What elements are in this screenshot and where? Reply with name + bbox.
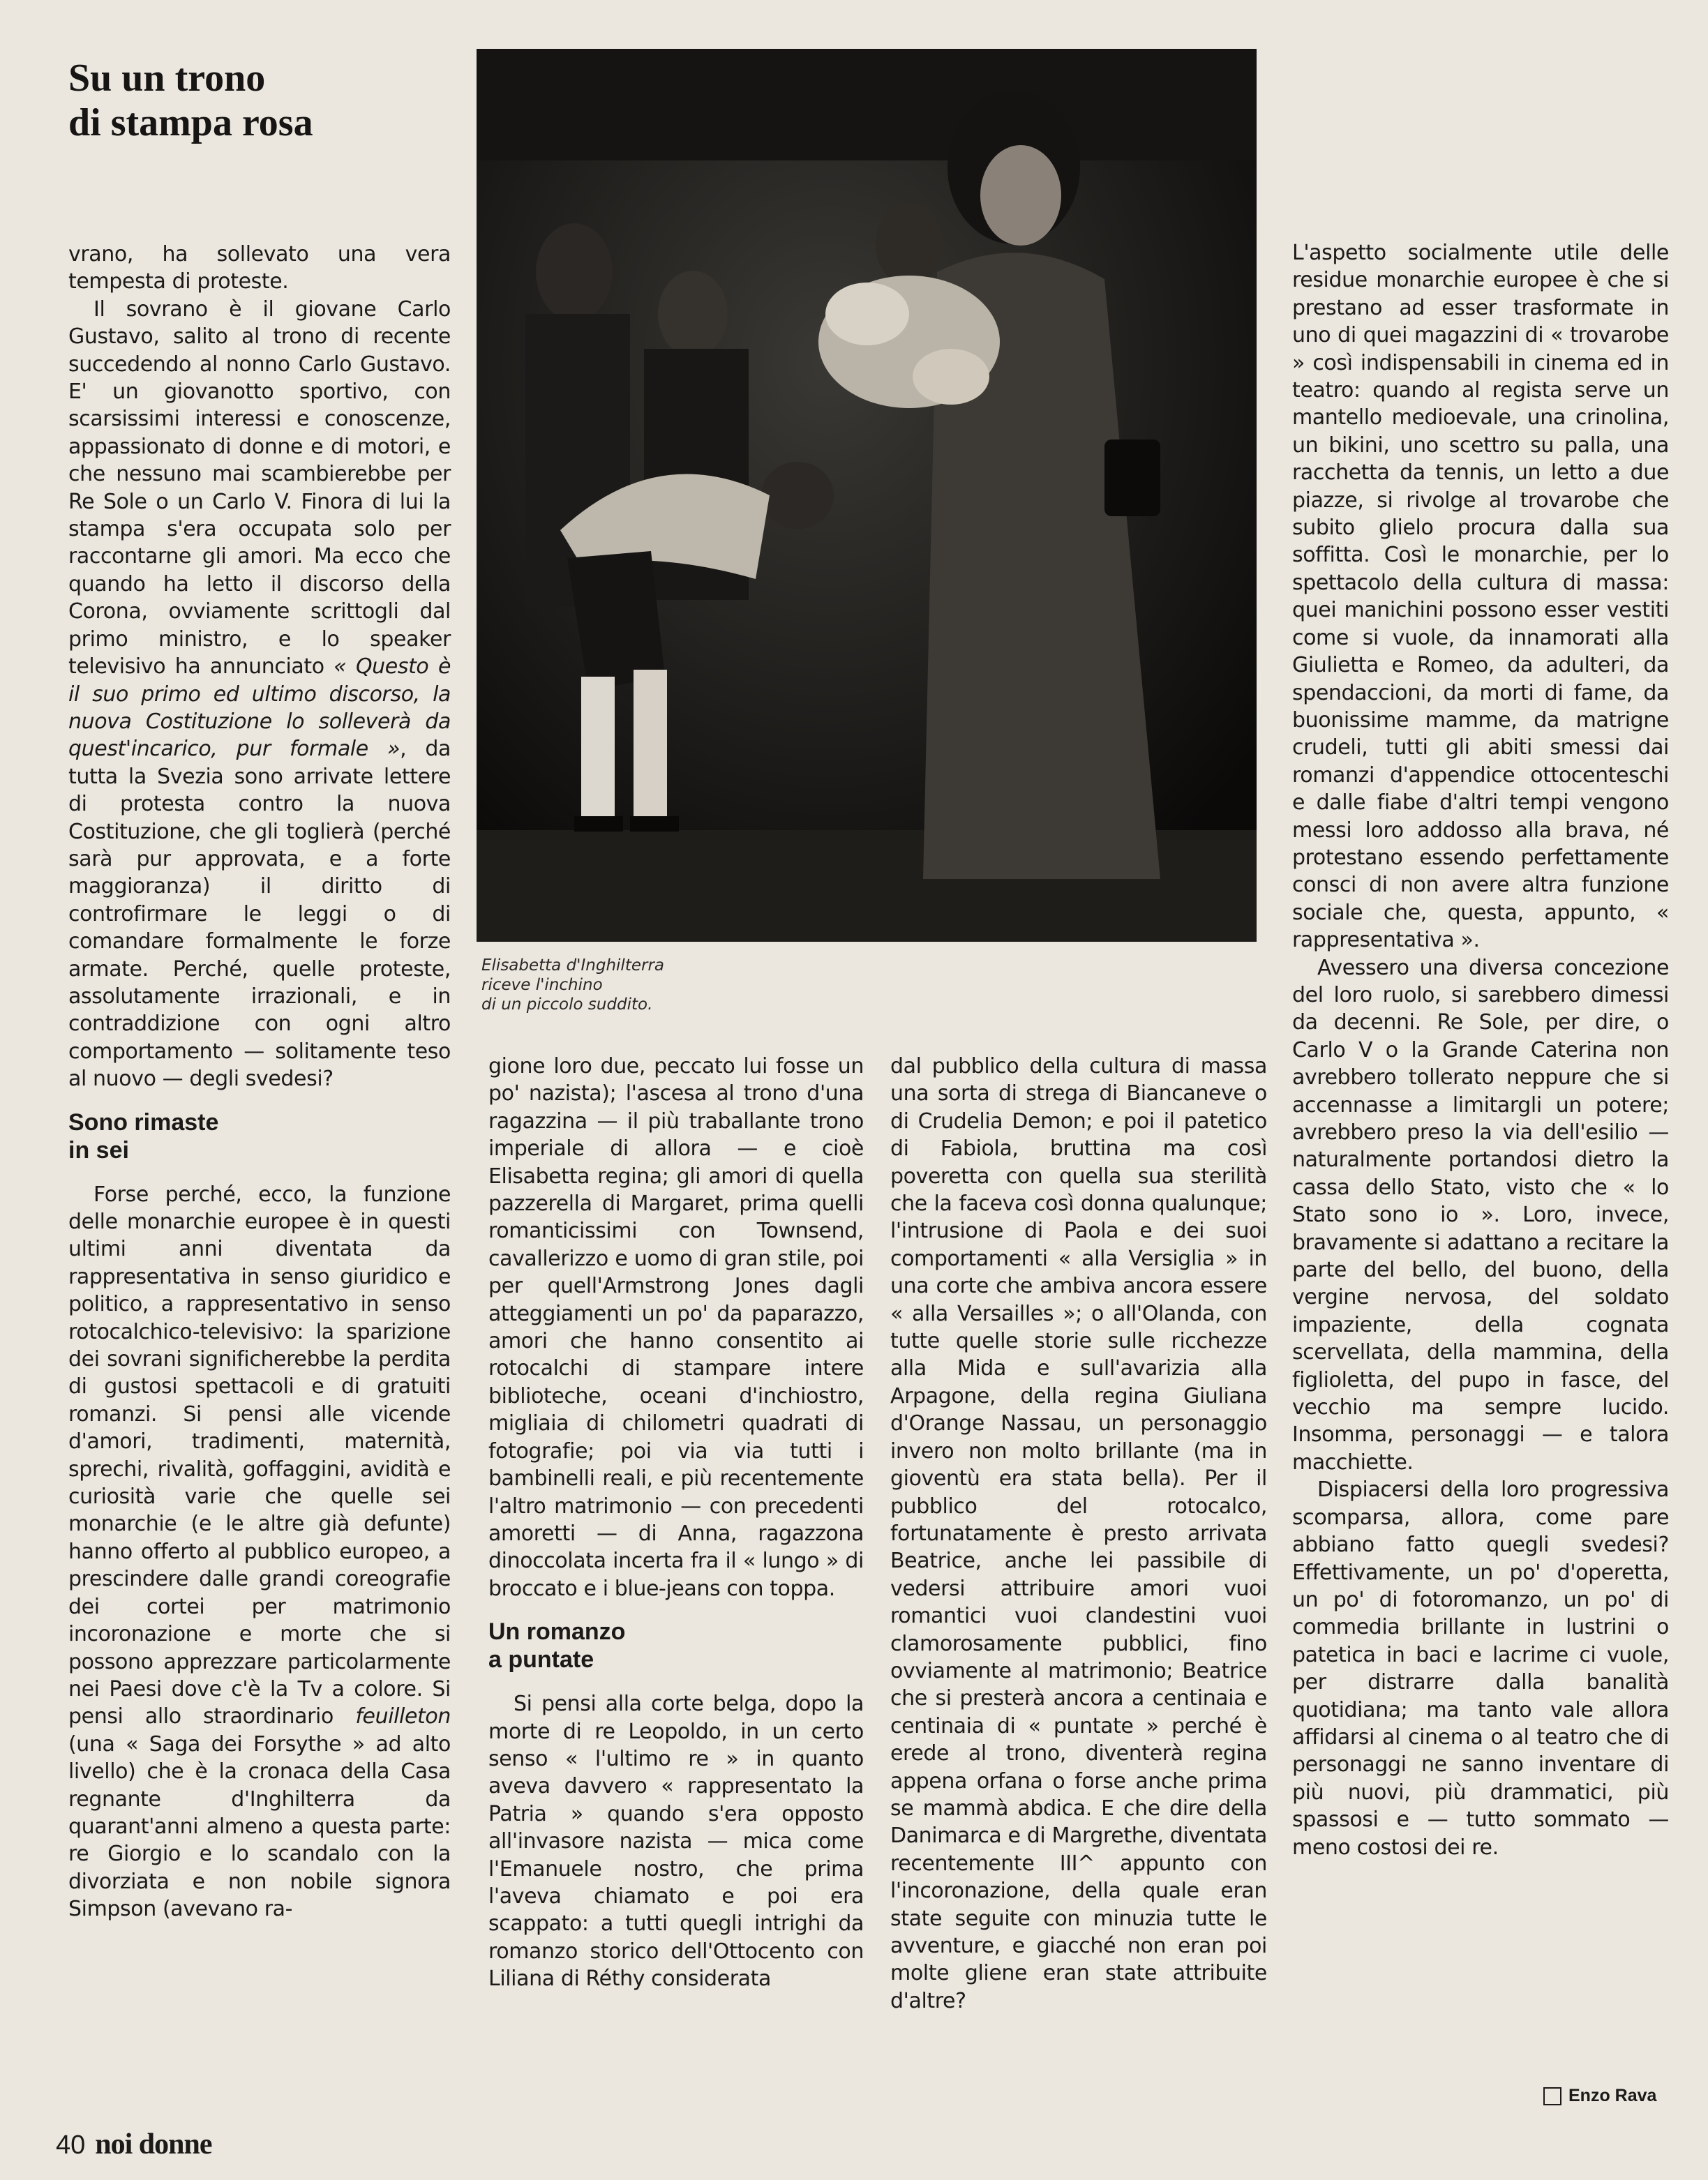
paragraph: L'aspetto socialmente utile delle residue monarchie europee è che si prestano ad esser trasformate in uno di quei magazzini di « trovarobe » così indispensabili in cinema ed in teatro: quando al regista serve un mantello medioevale, una crinolina, un bikini, uno scettro su palla, una racchetta da tennis, un letto a due piazze, si rivolge al trovarobe che subito glielo procura dalla sua soffitta. Così le monarchie, per lo spettacolo della cultura di massa: quei manichini possono esser vestiti come si vuole, da innamorati alla Giulietta e Romeo, da adulteri, da spendaccioni, da morti di fame, da buonissime mamme, da matrigne crudeli, tutti gli abiti smessi dai romanzi d'appendice ottocenteschi e dalle fiabe d'altri tempi vengono messi loro addosso alla brava, né protestano essendo perfettamente consci di non avere altra funzione sociale che, questa, appunto, « rappresentativa ». [1292,241,1669,953]
magazine-name: noi donne [95,2128,212,2160]
paragraph: Avessero una diversa concezione del loro ruolo, si sarebbero dimessi da decenni. Re Sole, per dire, o Carlo V o la Grande Caterina non avrebbero tollerato neppure che si accennasse a limitargli un potere; avrebbero preso la via dell'esilio — naturalmente portandosi dietro la cassa dello Stato, visto che « lo Stato sono io ». Loro, invece, bravamente si adattano a recitare la parte del bello, del buono, della vergine nervosa, del soldato impaziente, della cognata scervellata, della mammina, della figlioletta, del pupo in fasce, del vecchio ma sempre lucido. Insomma, personaggi — e talora macchiette. [1292,955,1669,1475]
paragraph-text: (una « Saga dei Forsythe » ad alto livello) che è la cronaca della Casa regnante d'Inghilterra da quarant'anni almeno a questa parte: re Giorgio e lo scandalo con la divorziata e non nobile signora Simpson (avevano ra- [68,1731,451,1922]
photo-caption [481,956,872,1014]
article-title [68,56,459,145]
subheading-line: a puntate [488,1646,594,1674]
text-column-4 [1292,239,1669,1861]
subheading-line: Sono rimaste [68,1108,219,1136]
paragraph-text: Il sovrano è il giovane Carlo Gustavo, salito al trono di recente succedendo al nonno Carlo Gustavo. E' un giovanotto sportivo, con scarsissimi interessi e conoscenze, appassionato di donne e di motori, e che nessuno mai scambierebbe per Re Sole o un Carlo V. Finora di lui la stampa s'era occupata solo per raccontarne gli amori. Ma ecco che quando ha letto il discorso della Corona, ovviamente scrittogli dal primo ministro, e lo speaker televisivo ha annunciato [68,296,451,679]
paragraph: vrano, ha sollevato una vera tempesta di proteste. [68,242,451,294]
text-column-1 [68,241,451,1923]
subheading-line: Un romanzo [488,1618,626,1646]
page-number: 40 [56,2130,86,2160]
emphasis: feuilleton [355,1704,451,1729]
author-name: Enzo Rava [1568,2086,1657,2105]
text-column-3 [890,1053,1267,2015]
subheading [488,1618,864,1674]
author-byline [1543,2086,1656,2106]
paragraph: dal pubblico della cultura di massa una sorta di strega di Biancaneve o di Crudelia Demon; e poi il patetico di Fabiola, bruttina ma così poveretta con quella sua sterilità che la faceva così donna qualunque; l'intrusione di Paola e dei suoi comportamenti « alla Versiglia » in una corte che ambiva ancora essere « alla Versailles »; o all'Olanda, con tutte quelle storie sulle ricchezze alla Mida e sull'avarizia alla Arpagone, della regina Giuliana d'Orange Nassau, un personaggio invero non molto brillante (ma in gioventù era stata bella). Per il pubblico del rotocalco, fortunatamente è presto arrivata Beatrice, anche lei passibile di vedersi attribuire amori vuoi romantici vuoi clandestini vuoi clamorosamente pubblici, fino ovviamente al matrimonio; Beatrice che si presterà ancora a centinaia e centinaia di « puntate » perché è erede al trono, diventerà regina appena orfana o forse anche prima se mammà abdica. E che dire della Danimarca e di Margrethe, diventata recentemente III^ appunto con l'incoronazione, della quale eran state seguite con minuzia tutte le avventure, e giacché non eran poi molte gliene eran state attribuite d'altre? [890,1054,1267,2013]
title-line-1: Su un trono [68,57,266,100]
subheading [68,1108,451,1164]
byline-box-icon [1543,2087,1561,2105]
subheading-line: in sei [68,1136,129,1164]
paragraph: Dispiacersi della loro progressiva scomparsa, allora, come pare abbiano fatto quegli svedesi? Effettivamente, un po' d'operetta, un po' di fotoromanzo, un po' di commedia brillante in lustrini o patetica in baci e lacrime ci vuole, per distrarre dalla banalità quotidiana; ma tanto vale allora affidarsi al cinema o al teatro che di personaggi ne sanno inventare di più nuovi, più drammatici, più spassosi e — tutto sommato — meno costosi dei re. [1292,1478,1669,1860]
paragraph-text: Forse perché, ecco, la funzione delle monarchie europee è in questi ultimi anni diventata da rappresentativa in senso giuridico e politico, a rappresentativo in senso rotocalchico-televisivo: la sparizione dei sovrani significherebbe la perdita di gustosi spettacoli e di gratuiti romanzi. Si pensi alle vicende d'amori, tradimenti, maternità, sprechi, rivalità, goffaggini, avidità e curiosità varie che quelle sei monarchie (e le altre già defunte) hanno offerto al pubblico europeo, a prescindere dalle grandi coreografie dei cortei per matrimonio incoronazione e morte che si possono apprezzare particolarmente nei Paesi dove c'è la Tv a colore. Si pensi allo straordinario [68,1182,451,1729]
paragraph: gione loro due, peccato lui fosse un po' nazista); l'ascesa al trono d'una ragazzina — il più traballante trono imperiale di allora — e cioè Elisabetta regina; gli amori di quella pazzerella di Margaret, prima quelli romanticissimi con Townsend, cavallerizzo e uomo di gran stile, poi per quell'Armstrong Jones dagli atteggiamenti un po' da paparazzo, amori che hanno consentito ai rotocalchi di stampare intere biblioteche, oceani d'inchiostro, migliaia di chilometri quadrati di fotografie; poi via via tutti i bambinelli reali, e più recentemente l'altro matrimonio — con precedenti amoretti — di Anna, ragazzona dinoccolata incerta fra il « lungo » di broccato e i blue-jeans con toppa. [488,1054,864,1601]
paragraph: Si pensi alla corte belga, dopo la morte di re Leopoldo, in un certo senso « l'ultimo re » in quanto aveva davvero « rappresentato la Patria » quando s'era opposto all'invasore nazista — mica come l'Emanuele nostro, che prima l'aveva chiamato e poi era scappato: a tutti quegli intrighi da romanzo storico dell'Ottocento con Liliana di Réthy considerata [488,1692,864,1992]
paragraph [68,296,451,1093]
caption-line-2: riceve l'inchino [481,976,603,994]
article-photo [477,49,1257,942]
photo-illustration [477,49,1257,942]
title-line-2: di stampa rosa [68,101,313,144]
paragraph-text: , da tutta la Svezia sono arrivate lettere di protesta contro la nuova Costituzione, che gli toglierà (perché sarà pur approvata, e a forte maggioranza) il diritto di controfirmare le leggi o di comandare formalmente le forze armate. Perché, quelle proteste, assolutamente irrazionali, e in contraddizione con ogni altro comportamento — solitamente teso al nuovo — degli svedesi? [68,737,451,1092]
page-footer [56,2128,212,2161]
caption-line-3: di un piccolo suddito. [481,995,653,1014]
paragraph [68,1181,451,1923]
caption-line-1: Elisabetta d'Inghilterra [481,956,664,975]
quote: « Questo è il suo primo ed ultimo discorso, la nuova Costituzione lo solleverà da quest'incarico, pur formale » [68,654,451,762]
text-column-2 [488,1053,864,1993]
